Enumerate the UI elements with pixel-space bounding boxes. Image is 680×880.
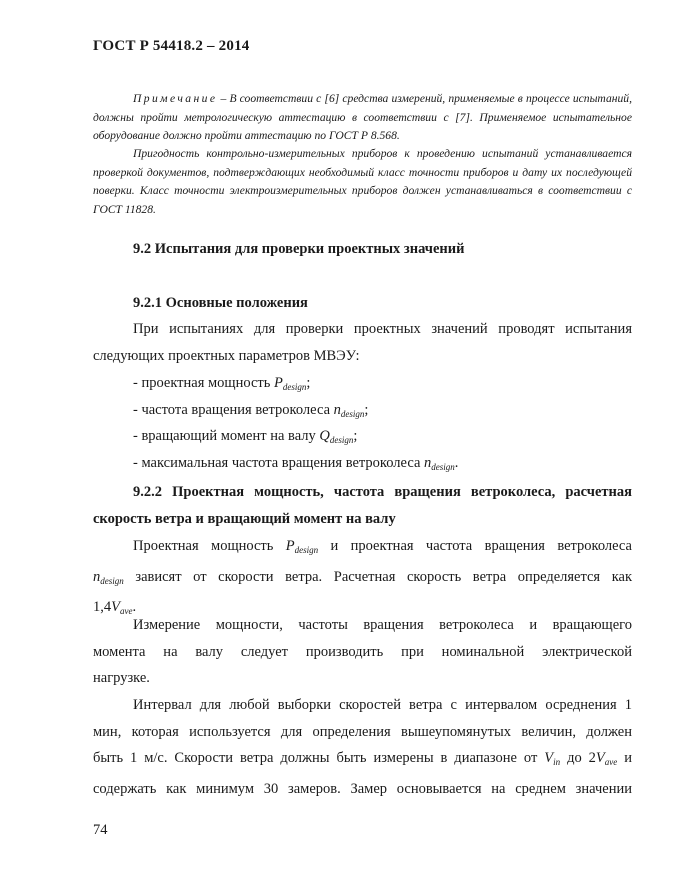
list-item: - вращающий момент на валу $Q_{design}$; xyxy=(133,428,358,445)
heading-line-1: 9.2.2 Проектная мощность, частота вращения ветроколеса, расчетная xyxy=(133,484,632,500)
design-values-paragraph xyxy=(93,533,632,625)
paragraph-line: нагрузке. xyxy=(93,670,150,686)
paragraph-line: быть 1 м/с. Скорости ветра должны быть измерены в диапазоне от $V_{in}$ до $2V_{ave}$ и xyxy=(93,750,632,767)
document-header: ГОСТ Р 54418.2 – 2014 xyxy=(93,38,250,54)
paragraph-line: Измерение мощности, частоты вращения ветроколеса и вращающего xyxy=(133,617,632,633)
list-item: - максимальная частота вращения ветроколеса $n_{design}$. xyxy=(133,455,459,472)
note-label: Примечание xyxy=(133,92,218,105)
heading-line-2: скорость ветра и вращающий момент на валу xyxy=(93,510,396,527)
paragraph-line: мин, которая используется для определения вышеупомянутых величин, должен xyxy=(93,723,632,740)
measurement-paragraph xyxy=(93,612,632,692)
intro-line-2: следующих проектных параметров МВЭУ: xyxy=(93,347,360,364)
paragraph-line: $1,4V_{ave}$. xyxy=(93,599,137,616)
note-paragraph-2: Пригодность контрольно-измерительных приборов к проведению испытаний устанавливается проверкой документов, подтверждающих необходимый класс точности приборов и дату их последующей поверки. Класс точности электроизмерительных приборов должен устанавливаться в соответствии с ГОСТ 11828. xyxy=(93,147,632,216)
section-heading-9-2: 9.2 Испытания для проверки проектных значений xyxy=(133,241,465,257)
note-text: – В соответствии с [6] средства измерений, применяемые в процессе испытаний, должны пройти метрологическую аттестацию в соответствии с [7]. Применяемое испытательное оборудование должно пройти аттестацию по ГОСТ Р 8.568. xyxy=(93,92,632,142)
list-item: - проектная мощность $P_{design}$; xyxy=(133,375,311,392)
intro-paragraph xyxy=(93,316,632,369)
paragraph-line: Проектная мощность $P_{design}$ и проектная частота вращения ветроколеса xyxy=(133,538,632,555)
page-number: 74 xyxy=(93,822,108,838)
section-heading-9-2-2 xyxy=(93,479,632,532)
paragraph-line: момента на валу следует производить при номинальной электрической xyxy=(93,643,632,660)
interval-paragraph xyxy=(93,692,632,802)
paragraph-line: содержать как минимум 30 замеров. Замер основывается на среднем значении xyxy=(93,780,632,797)
intro-line-1: При испытаниях для проверки проектных значений проводят испытания xyxy=(133,321,632,337)
section-heading-9-2-1: 9.2.1 Основные положения xyxy=(133,295,308,311)
list-item: - частота вращения ветроколеса $n_{design}$; xyxy=(133,402,369,419)
paragraph-line: Интервал для любой выборки скоростей ветра с интервалом осреднения 1 xyxy=(133,697,632,713)
note-paragraph-1 xyxy=(93,90,632,146)
paragraph-line: $n_{design}$ зависят от скорости ветра. Расчетная скорость ветра определяется как xyxy=(93,568,632,586)
